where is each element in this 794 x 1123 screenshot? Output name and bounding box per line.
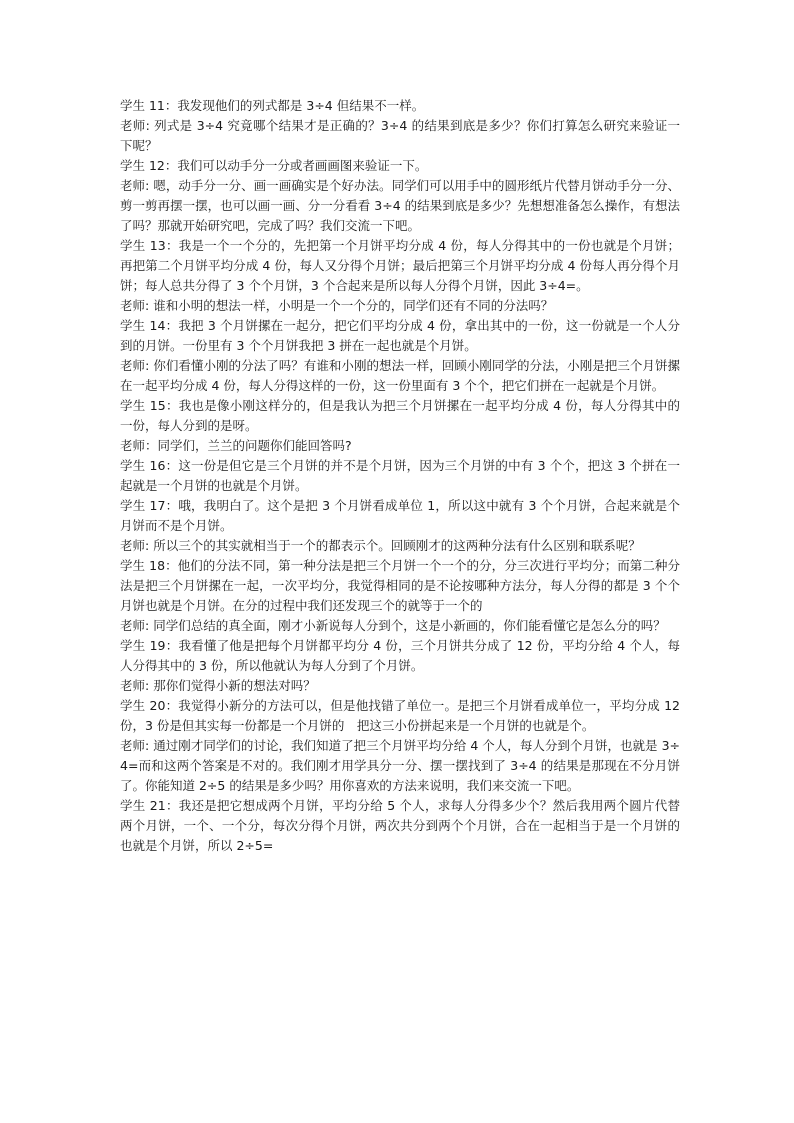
paragraph-3 — [120, 156, 680, 176]
paragraph-text: 我也是像小刚这样分的，但是我认为把三个月饼摞在一起平均分成 4 份，每人分得其中的一份，每人分到的是呀。 — [120, 398, 680, 433]
paragraph-9 — [120, 396, 680, 436]
paragraph-16 — [120, 636, 680, 676]
speaker-label: 学生 13： — [120, 238, 179, 253]
paragraph-18 — [120, 696, 680, 736]
paragraph-19 — [120, 736, 680, 796]
paragraph-text: 哦，我明白了。这个是把 3 个月饼看成单位 1，所以这中就有 3 个个月饼，合起来就是个月饼而不是个月饼。 — [120, 498, 680, 533]
paragraph-text: 我把 3 个月饼摞在一起分，把它们平均分成 4 份，拿出其中的一份，这一份就是一个人分到的月饼。一份里有 3 个个月饼我把 3 拼在一起也就是个月饼。 — [120, 318, 680, 353]
paragraph-10 — [120, 436, 680, 456]
paragraph-8 — [120, 356, 680, 396]
paragraph-text: 那你们觉得小新的想法对吗？ — [153, 678, 316, 693]
document-page — [120, 96, 680, 856]
paragraph-2 — [120, 116, 680, 156]
paragraph-text: 列式是 3÷4 究竟哪个结果才是正确的？3÷4 的结果到底是多少？你们打算怎么研究来验证一下呢？ — [120, 118, 680, 153]
paragraph-text: 你们看懂小刚的分法了吗？有谁和小刚的想法一样，回顾小刚同学的分法，小刚是把三个月饼摞在一起平均分成 4 份，每人分得这样的一份，这一份里面有 3 个个，把它们拼在一起就是个月饼。 — [120, 358, 680, 393]
speaker-label: 老师: — [120, 358, 154, 373]
speaker-label: 老师: — [120, 178, 154, 193]
paragraph-text: 我还是把它想成两个月饼，平均分给 5 个人，求每人分得多少个？然后我用两个圆片代替两个月饼，一个、一个分，每次分得个月饼，两次共分到两个个月饼，合在一起相当于是一个月饼的也就是个月饼，所以 2÷5= — [120, 798, 680, 853]
speaker-label: 老师: — [120, 618, 154, 633]
speaker-label: 学生 18： — [120, 558, 178, 573]
paragraph-text: 通过刚才同学们的讨论，我们知道了把三个月饼平均分给 4 个人，每人分到个月饼，也就是 3÷4=而和这两个答案是不对的。我们刚才用学具分一分、摆一摆找到了 3÷4 的结果是那现在不分月饼了。你能知道 2÷5 的结果是多少吗？用你喜欢的方法来说明，我们来交流一下吧。 — [120, 738, 681, 793]
paragraph-text: 我发现他们的列式都是 3÷4 但结果不一样。 — [177, 98, 425, 113]
paragraph-17 — [120, 676, 680, 696]
paragraph-text: 我是一个一个分的，先把第一个月饼平均分成 4 份，每人分得其中的一份也就是个月饼；再把第二个月饼平均分成 4 份，每人又分得个月饼；最后把第三个月饼平均分成 4 份每人再分得个月饼；每人总共分得了 3 个个月饼，3 个合起来是所以每人分得个月饼，因此 3÷4=。 — [120, 238, 680, 293]
speaker-label: 老师: — [120, 298, 154, 313]
speaker-label: 老师: — [120, 678, 154, 693]
paragraph-text: 我觉得小新分的方法可以，但是他找错了单位一。是把三个月饼看成单位一，平均分成 12 份，3 份是但其实每一份都是一个月饼的 把这三小份拼起来是一个月饼的也就是个。 — [120, 698, 680, 733]
speaker-label: 学生 11： — [120, 98, 178, 113]
speaker-label: 老师: — [120, 118, 155, 133]
paragraph-4 — [120, 176, 680, 236]
paragraph-text: 同学们，兰兰的问题你们能回答吗? — [157, 438, 352, 453]
speaker-label: 老师: — [120, 738, 154, 753]
speaker-label: 学生 20： — [120, 698, 179, 713]
speaker-label: 学生 16： — [120, 458, 179, 473]
speaker-label: 学生 12： — [120, 158, 178, 173]
paragraph-11 — [120, 456, 680, 496]
paragraph-20 — [120, 796, 680, 856]
paragraph-text: 我看懂了他是把每个月饼都平均分 4 份，三个月饼共分成了 12 份，平均分给 4 个人，每人分得其中的 3 份，所以他就认为每人分到了个月饼。 — [120, 638, 680, 673]
speaker-label: 老师： — [120, 438, 158, 453]
paragraph-1 — [120, 96, 680, 116]
speaker-label: 学生 17： — [120, 498, 179, 513]
paragraph-text: 我们可以动手分一分或者画画图来验证一下。 — [177, 158, 428, 173]
speaker-label: 老师: — [120, 538, 154, 553]
paragraph-12 — [120, 496, 680, 536]
paragraph-text: 嗯，动手分一分、画一画确实是个好办法。同学们可以用手中的圆形纸片代替月饼动手分一分、剪一剪再摆一摆，也可以画一画、分一分看看 3÷4 的结果到底是多少？先想想准备怎么操作，有想法了吗？那就开始研究吧，完成了吗？我们交流一下吧。 — [120, 178, 680, 233]
paragraph-13 — [120, 536, 680, 556]
speaker-label: 学生 21： — [120, 798, 179, 813]
paragraph-text: 他们的分法不同，第一种分法是把三个月饼一个一个的分，分三次进行平均分；而第二种分法是把三个月饼摞在一起，一次平均分，我觉得相同的是不论按哪种方法分，每人分得的都是 3 个个月饼也就是个月饼。在分的过程中我们还发现三个的就等于一个的 — [120, 558, 680, 613]
paragraph-6 — [120, 296, 680, 316]
paragraph-5 — [120, 236, 680, 296]
speaker-label: 学生 14： — [120, 318, 179, 333]
speaker-label: 学生 15： — [120, 398, 179, 413]
paragraph-text: 谁和小明的想法一样，小明是一个一个分的，同学们还有不同的分法吗？ — [153, 298, 554, 313]
paragraph-text: 同学们总结的真全面，刚才小新说每人分到个，这是小新画的，你们能看懂它是怎么分的吗？ — [153, 618, 666, 633]
paragraph-text: 所以三个的其实就相当于一个的都表示个。回顾刚才的这两种分法有什么区别和联系呢？ — [153, 538, 641, 553]
paragraph-15 — [120, 616, 680, 636]
speaker-label: 学生 19： — [120, 638, 179, 653]
paragraph-text: 这一份是但它是三个月饼的并不是个月饼，因为三个月饼的中有 3 个个，把这 3 个拼在一起就是一个月饼的也就是个月饼。 — [120, 458, 680, 493]
paragraph-14 — [120, 556, 680, 616]
paragraph-7 — [120, 316, 680, 356]
